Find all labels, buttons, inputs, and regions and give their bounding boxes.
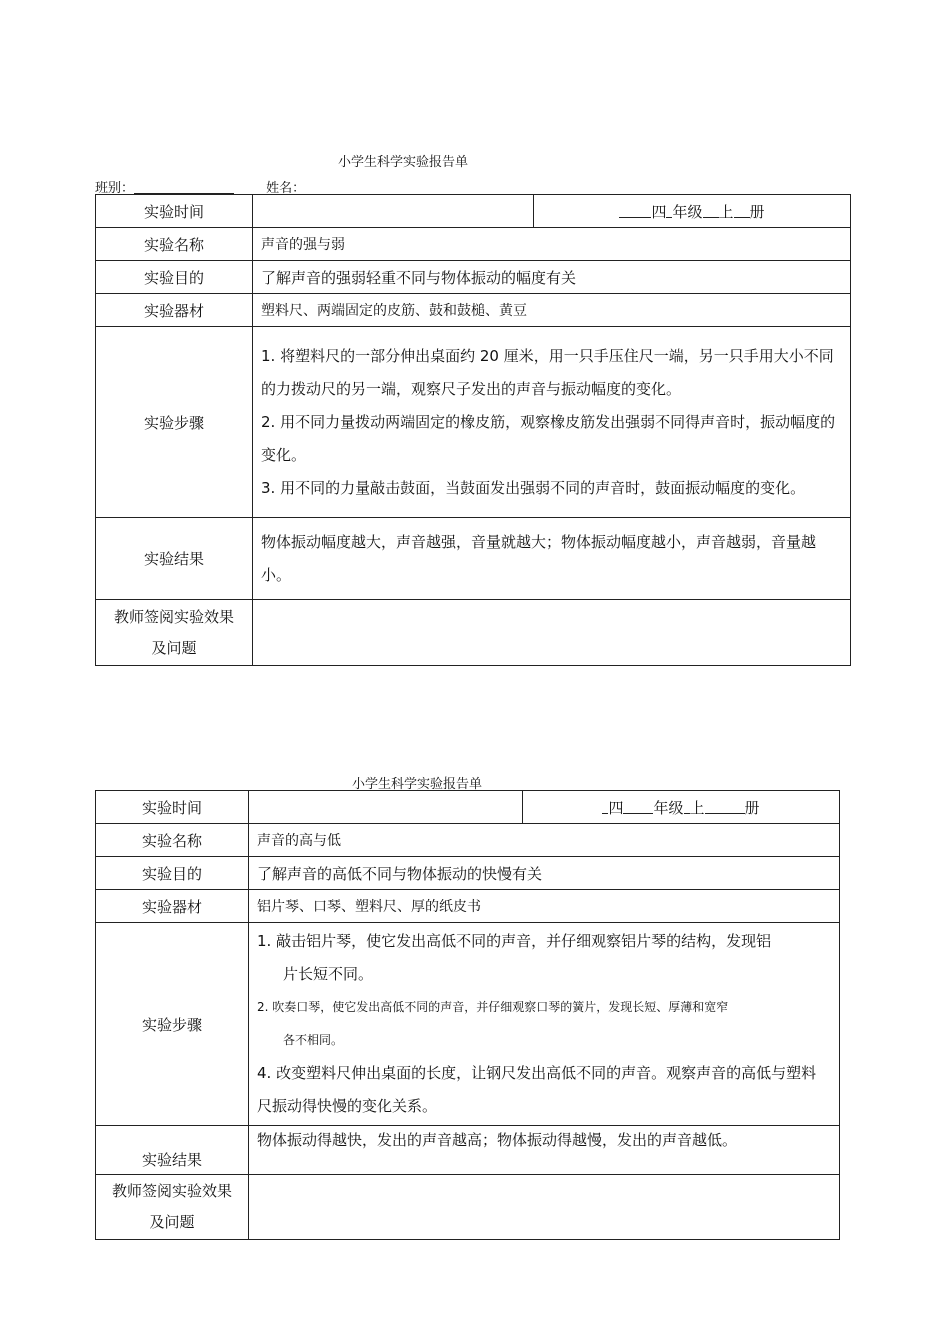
steps-cell [253,327,851,518]
result-value: 物体振动得越快，发出的声音越高；物体振动得越慢，发出的声音越低。 [249,1126,840,1175]
materials-value: 塑料尺、两端固定的皮筋、鼓和鼓槌、黄豆 [253,294,851,327]
steps-label: 实验步骤 [96,327,253,518]
volume-value: 上 [689,798,705,817]
volume-label: 册 [749,202,765,221]
grade-number: 四 [651,202,667,221]
experiment-name-label: 实验名称 [96,824,249,857]
grade-number: 四 [608,798,624,817]
result-value: 物体振动幅度越大，声音越强，音量就越大；物体振动幅度越小，声音越弱，音量越小。 [253,518,851,600]
teacher-label-line1: 教师签阅实验效果 [113,607,234,626]
result-label: 实验结果 [96,518,253,600]
experiment-name-value: 声音的高与低 [249,824,840,857]
grade-cell [534,195,851,228]
step-item: 3. 用不同的力量敲击鼓面，当鼓面发出强弱不同的声音时，鼓面振动幅度的变化。 [261,478,806,497]
teacher-label-line1: 教师签阅实验效果 [111,1182,232,1200]
student-name-label: 姓名： [266,181,306,196]
grade-label: 年级 [672,202,703,221]
teacher-label-line2: 及问题 [149,1213,195,1231]
report2-table [95,790,840,1240]
purpose-value: 了解声音的强弱轻重不同与物体振动的幅度有关 [253,261,851,294]
report2-title: 小学生科学实验报告单 [352,777,483,792]
result-label: 实验结果 [96,1126,249,1175]
steps-cell [249,923,840,1126]
step-item: 1. 敲击铝片琴，使它发出高低不同的声音，并仔细观察铝片琴的结构，发现铝 [257,932,772,950]
time-label: 实验时间 [96,195,253,228]
experiment-name-label: 实验名称 [96,228,253,261]
grade-label: 年级 [653,798,684,817]
class-field[interactable] [134,181,234,194]
step-item-continued: 片长短不同。 [283,965,374,983]
volume-label: 册 [744,798,760,817]
steps-label: 实验步骤 [96,923,249,1126]
step-item: 4. 改变塑料尺伸出桌面的长度，让钢尺发出高低不同的声音。观察声音的高低与塑料尺振动得快慢的变化关系。 [257,1064,817,1115]
teacher-label [96,1175,249,1240]
purpose-label: 实验目的 [96,857,249,890]
teacher-comment-field[interactable] [249,1175,840,1240]
volume-value: 上 [718,202,734,221]
materials-value: 铝片琴、口琴、塑料尺、厚的纸皮书 [249,890,840,923]
experiment-name-value: 声音的强与弱 [253,228,851,261]
step-item: 2. 吹奏口琴，使它发出高低不同的声音，并仔细观察口琴的簧片，发现长短、厚薄和宽窄 [257,1000,729,1014]
purpose-label: 实验目的 [96,261,253,294]
time-value[interactable] [253,195,534,228]
materials-label: 实验器材 [96,890,249,923]
step-item: 2. 用不同力量拨动两端固定的橡皮筋，观察橡皮筋发出强弱不同得声音时，振动幅度的变化。 [261,412,836,464]
time-value[interactable] [249,791,523,824]
purpose-value: 了解声音的高低不同与物体振动的快慢有关 [249,857,840,890]
teacher-label-line2: 及问题 [151,638,197,657]
grade-cell [523,791,840,824]
report1-title: 小学生科学实验报告单 [338,155,469,170]
report1-table [95,194,851,666]
teacher-comment-field[interactable] [253,600,851,666]
class-label: 班别： [95,181,135,196]
step-item-continued: 各不相同。 [283,1033,344,1047]
materials-label: 实验器材 [96,294,253,327]
step-item: 1. 将塑料尺的一部分伸出桌面约 20 厘米，用一只手压住尺一端，另一只手用大小不同的力拨动尺的另一端，观察尺子发出的声音与振动幅度的变化。 [261,346,834,398]
teacher-label [96,600,253,666]
time-label: 实验时间 [96,791,249,824]
